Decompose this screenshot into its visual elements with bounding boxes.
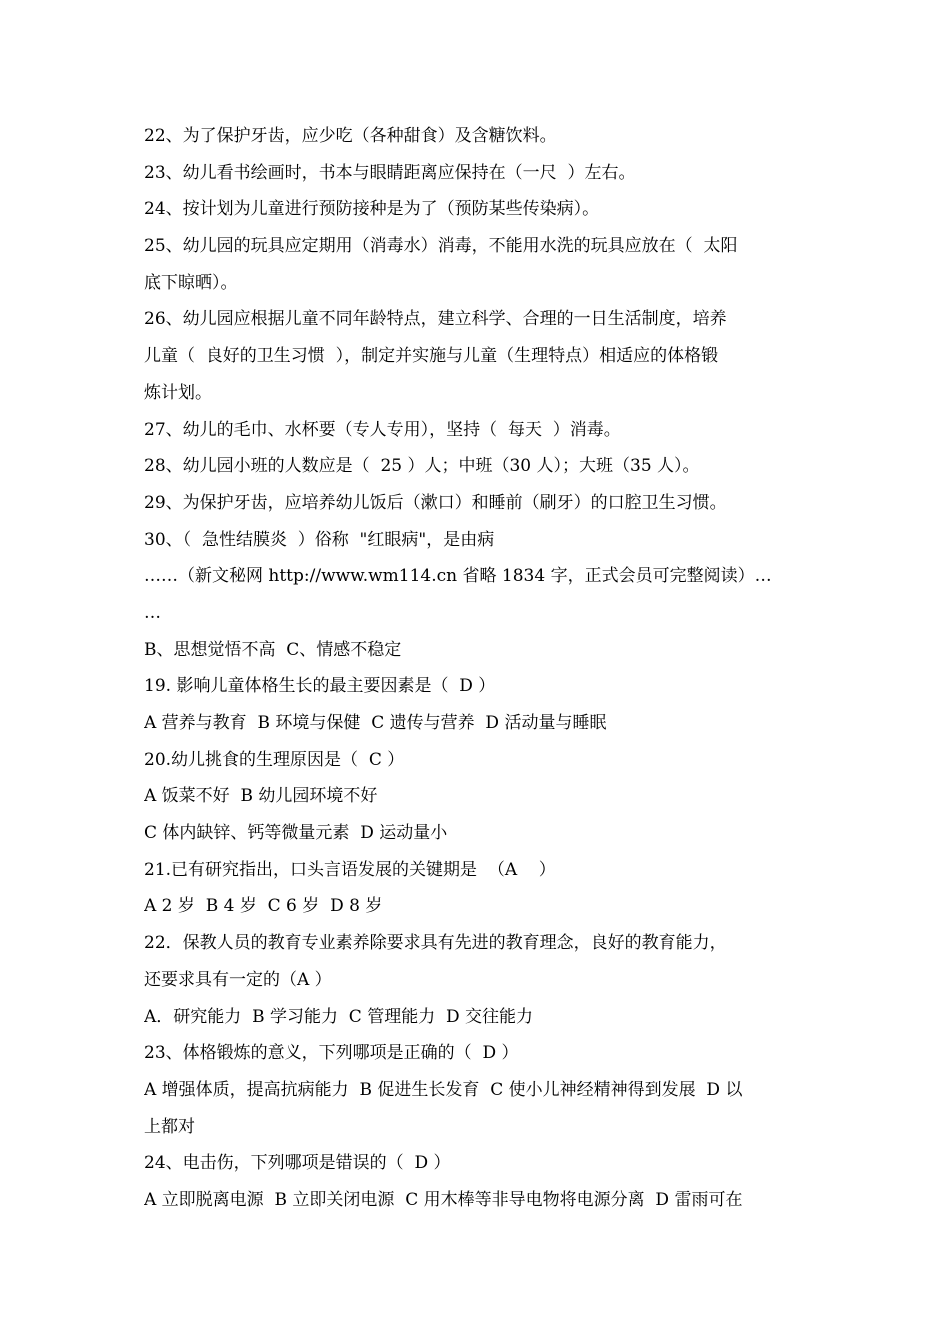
text-line: 19. 影响儿童体格生长的最主要因素是（ D ） <box>144 676 496 697</box>
text-line: 炼计划。 <box>144 382 212 403</box>
text-line: 30、（ 急性结膜炎 ）俗称 "红眼病"，是由病 <box>144 529 495 550</box>
text-line: A 立即脱离电源 B 立即关闭电源 C 用木棒等非导电物将电源分离 D 雷雨可在 <box>144 1189 743 1210</box>
text-line: 底下晾晒）。 <box>144 272 238 293</box>
text-line: 23、幼儿看书绘画时，书本与眼睛距离应保持在（一尺 ）左右。 <box>144 162 636 183</box>
text-line: 22．保教人员的教育专业素养除要求具有先进的教育理念，良好的教育能力， <box>144 933 727 954</box>
text-line: A 2 岁 B 4 岁 C 6 岁 D 8 岁 <box>144 896 383 917</box>
text-line: 21.已有研究指出，口头言语发展的关键期是 （A ） <box>144 859 556 880</box>
text-line: A 增强体质，提高抗病能力 B 促进生长发育 C 使小儿神经精神得到发展 D 以 <box>144 1079 743 1100</box>
text-line: 上都对 <box>144 1116 195 1137</box>
text-line: A 营养与教育 B 环境与保健 C 遗传与营养 D 活动量与睡眠 <box>144 713 607 733</box>
text-line: 22、为了保护牙齿，应少吃（各种甜食）及含糖饮料。 <box>144 126 557 146</box>
text-line: 25、幼儿园的玩具应定期用（消毒水）消毒，不能用水洗的玩具应放在（ 太阳 <box>144 236 738 257</box>
document-body <box>144 118 812 1219</box>
text-line: 26、幼儿园应根据儿童不同年龄特点，建立科学、合理的一日生活制度，培养 <box>144 309 727 330</box>
text-line: C 体内缺锌、钙等微量元素 D 运动量小 <box>144 823 448 844</box>
text-line: 24、电击伤，下列哪项是错误的（ D ） <box>144 1153 451 1174</box>
text-line: 24、按计划为儿童进行预防接种是为了（预防某些传染病）。 <box>144 199 600 220</box>
text-line: A 饭菜不好 B 幼儿园环境不好 <box>144 786 378 807</box>
text-line: 20.幼儿挑食的生理原因是（ C ） <box>144 749 405 770</box>
text-line: ……（新文秘网 http://www.wm114.cn 省略 1834 字，正式会员可完整阅读）… <box>144 566 772 587</box>
text-line: 儿童（ 良好的卫生习惯 ），制定并实施与儿童（生理特点）相适应的体格锻 <box>144 346 719 367</box>
text-line: A．研究能力 B 学习能力 C 管理能力 D 交往能力 <box>144 1006 534 1027</box>
text-line: … <box>144 602 161 623</box>
text-line: 23、体格锻炼的意义，下列哪项是正确的（ D ） <box>144 1043 519 1064</box>
text-line: B、思想觉悟不高 C、情感不稳定 <box>144 639 402 660</box>
text-line: 28、幼儿园小班的人数应是（ 25 ）人；中班（30 人）；大班（35 人）。 <box>144 456 700 477</box>
text-line: 27、幼儿的毛巾、水杯要（专人专用），坚持（ 每天 ）消毒。 <box>144 419 621 440</box>
text-line: 29、为保护牙齿，应培养幼儿饭后（漱口）和睡前（刷牙）的口腔卫生习惯。 <box>144 492 727 513</box>
text-line: 还要求具有一定的（A ） <box>144 969 332 990</box>
